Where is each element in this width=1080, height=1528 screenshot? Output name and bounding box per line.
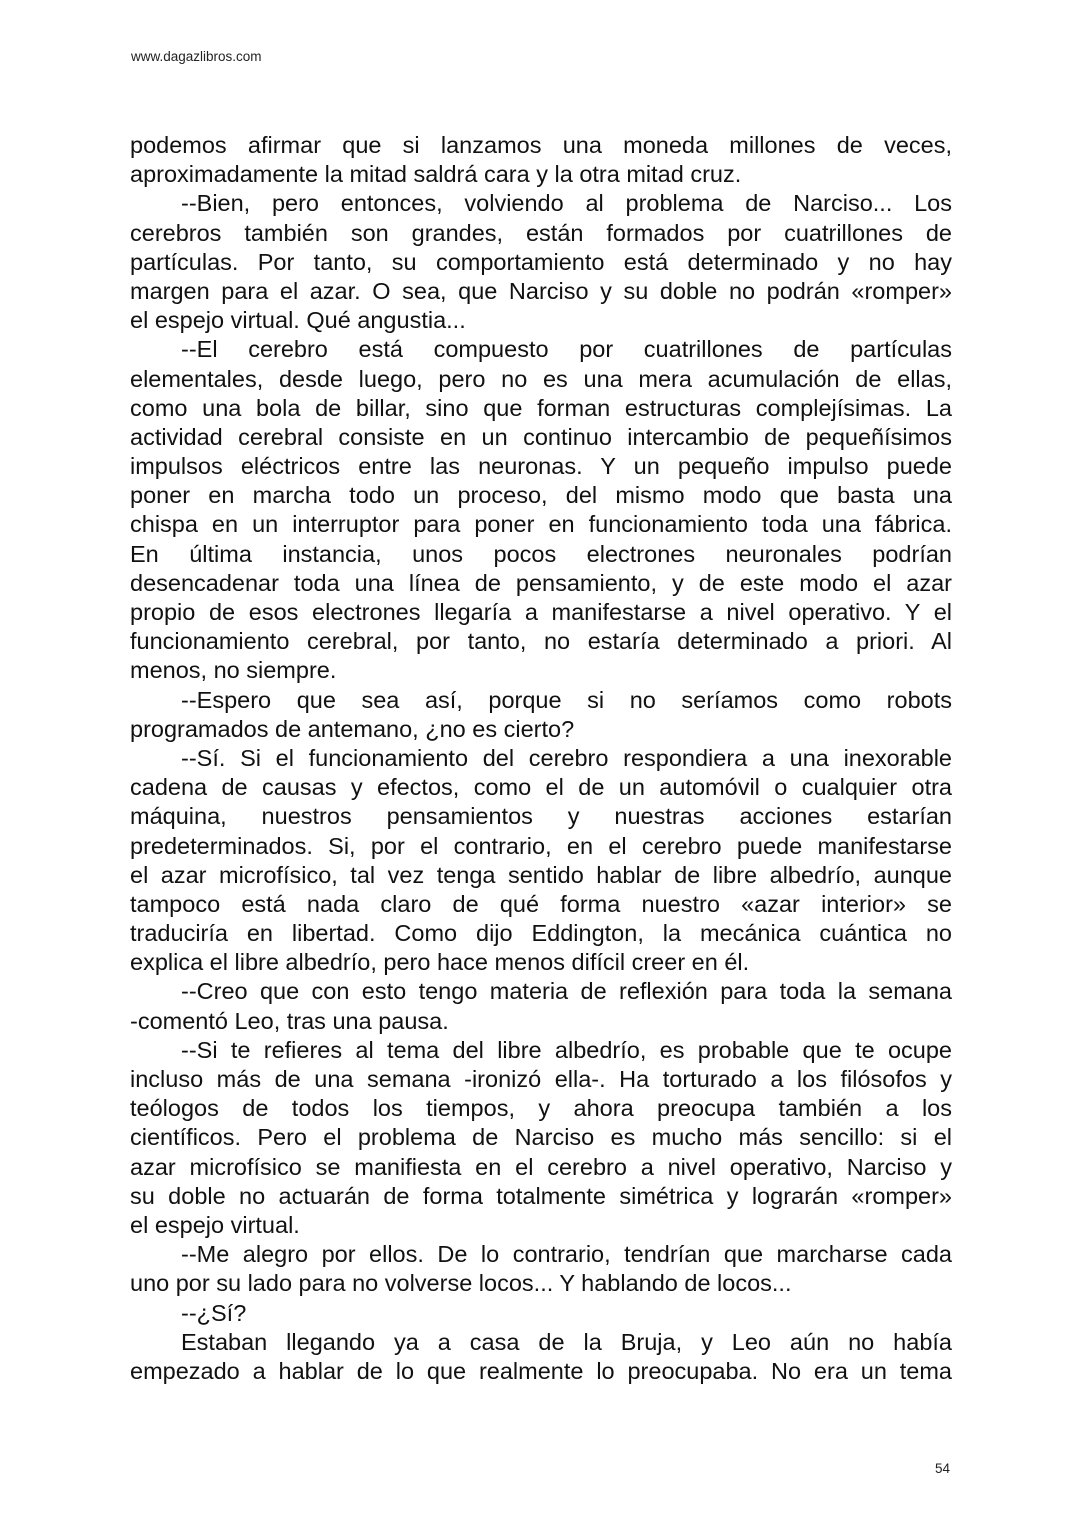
text-line: partículas. Por tanto, su comportamiento está determinado y no hay (130, 248, 952, 275)
text-line: actividad cerebral consiste en un continuo intercambio de pequeñísimos (130, 423, 952, 450)
text-line: Estaban llegando ya a casa de la Bruja, y Leo aún no había (181, 1328, 952, 1355)
text-line: científicos. Pero el problema de Narciso es mucho más sencillo: si el (130, 1124, 952, 1151)
text-line: elementales, desde luego, pero no es una mera acumulación de ellas, (130, 365, 952, 392)
text-line: desencadenar toda una línea de pensamiento, y de este modo el azar (130, 569, 952, 596)
text-line: explica el libre albedrío, pero hace menos difícil creer en él. (130, 949, 750, 976)
text-line: funcionamiento cerebral, por tanto, no estaría determinado a priori. Al (130, 628, 952, 655)
text-line: predeterminados. Si, por el contrario, en el cerebro puede manifestarse (130, 832, 952, 859)
text-line: incluso más de una semana -ironizó ella-. Ha torturado a los filósofos y (130, 1066, 952, 1092)
text-line: teólogos de todos los tiempos, y ahora preocupa también a los (130, 1095, 952, 1122)
text-line: uno por su lado para no volverse locos... Y hablando de locos... (130, 1270, 792, 1297)
text-line: el espejo virtual. (130, 1211, 300, 1238)
text-line: aproximadamente la mitad saldrá cara y la otra mitad cruz. (130, 161, 742, 188)
text-line: --Sí. Si el funcionamiento del cerebro respondiera a una inexorable (181, 744, 952, 771)
text-line: empezado a hablar de lo que realmente lo preocupaba. No era un tema (130, 1357, 952, 1384)
text-line: margen para el azar. O sea, que Narciso y su doble no podrán «romper» (130, 277, 952, 304)
text-line: propio de esos electrones llegaría a manifestarse a nivel operativo. Y el (130, 599, 952, 625)
text-line: --Me alegro por ellos. De lo contrario, tendrían que marcharse cada (181, 1241, 952, 1268)
text-line: su doble no actuarán de forma totalmente simétrica y lograrán «romper» (130, 1182, 952, 1209)
text-line: el espejo virtual. Qué angustia... (130, 307, 466, 334)
text-line: el azar microfísico, tal vez tenga sentido hablar de libre albedrío, aunque (130, 861, 952, 888)
text-line: --Si te refieres al tema del libre albedrío, es probable que te ocupe (181, 1036, 952, 1063)
text-line: --¿Sí? (181, 1299, 247, 1326)
page-number: 54 (934, 1461, 950, 1476)
text-line: --Creo que con esto tengo materia de reflexión para toda la semana (181, 978, 952, 1005)
text-line: tampoco está nada claro de qué forma nuestro «azar interior» se (130, 890, 952, 917)
text-line: chispa en un interruptor para poner en funcionamiento toda una fábrica. (130, 511, 952, 538)
text-line: máquina, nuestros pensamientos y nuestras acciones estarían (130, 803, 952, 830)
body-text (130, 131, 952, 1386)
text-line: programados de antemano, ¿no es cierto? (130, 715, 575, 742)
text-line: traduciría en libertad. Como dijo Eddington, la mecánica cuántica no (130, 920, 952, 947)
text-line: podemos afirmar que si lanzamos una moneda millones de veces, (130, 132, 952, 158)
text-line: En última instancia, unos pocos electrones neuronales podrían (130, 540, 952, 567)
text-line: -comentó Leo, tras una pausa. (130, 1007, 449, 1034)
text-line: --Espero que sea así, porque si no seríamos como robots (181, 686, 952, 713)
text-line: --El cerebro está compuesto por cuatrillones de partículas (181, 336, 952, 363)
site-header-url: www.dagazlibros.com (131, 49, 262, 64)
text-line: menos, no siempre. (130, 657, 337, 684)
text-line: cerebros también son grandes, están formados por cuatrillones de (130, 219, 952, 246)
text-line: cadena de causas y efectos, como el de un automóvil o cualquier otra (130, 774, 952, 801)
text-line: --Bien, pero entonces, volviendo al problema de Narciso... Los (181, 190, 952, 217)
text-line: como una bola de billar, sino que forman estructuras complejísimas. La (130, 394, 952, 421)
text-line: impulsos eléctricos entre las neuronas. Y un pequeño impulso puede (130, 453, 952, 480)
text-line: poner en marcha todo un proceso, del mismo modo que basta una (130, 482, 952, 509)
text-line: azar microfísico se manifiesta en el cerebro a nivel operativo, Narciso y (130, 1153, 952, 1180)
